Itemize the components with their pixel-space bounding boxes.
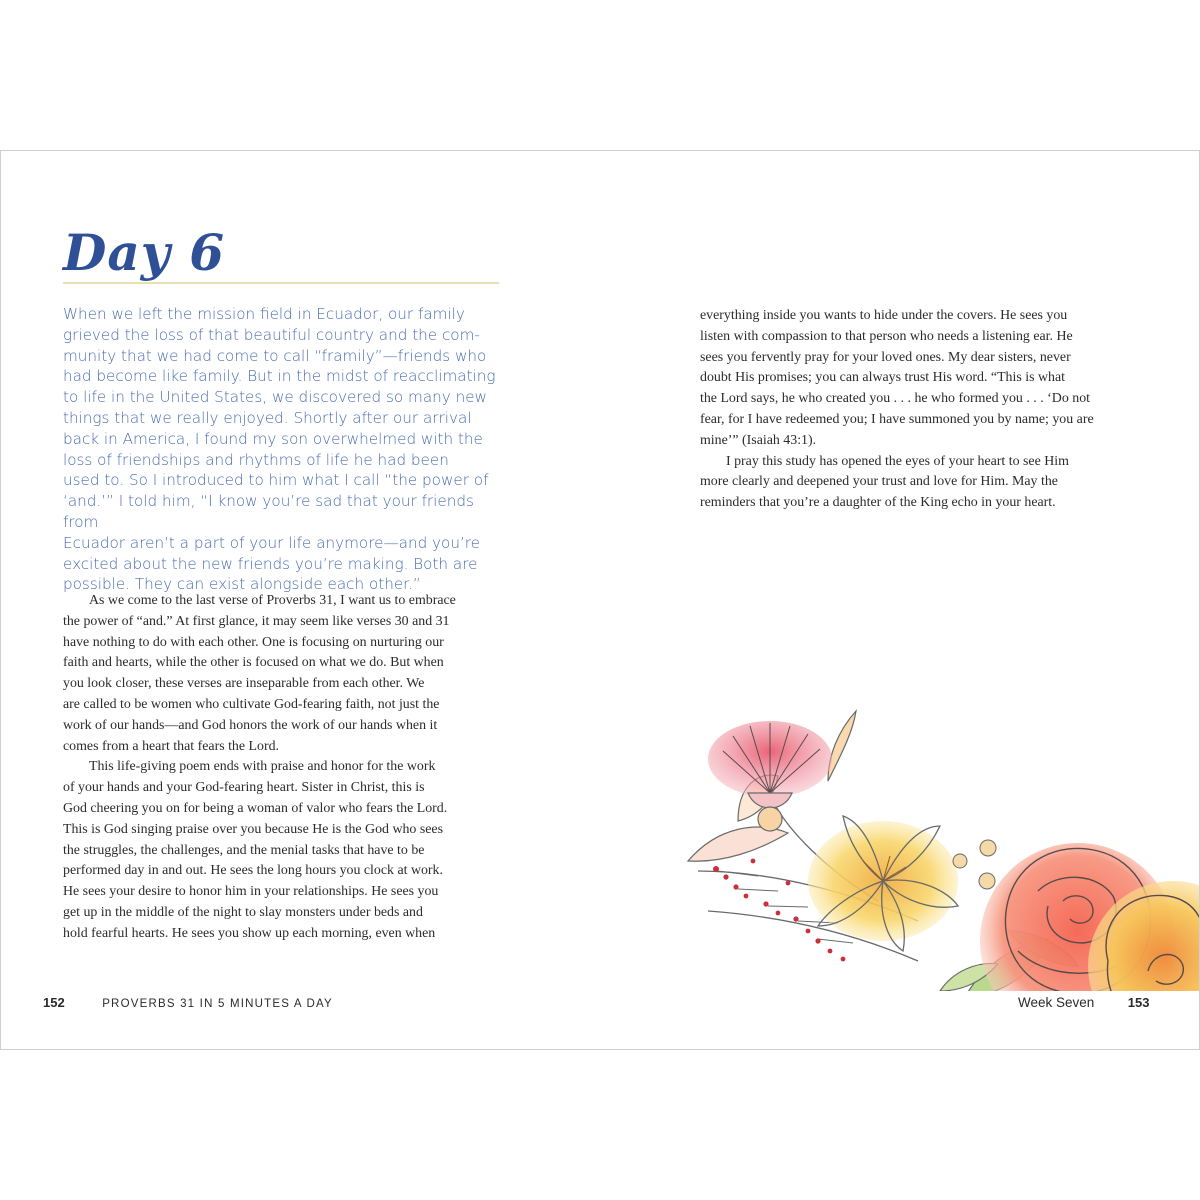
running-head-left: PROVERBS 31 IN 5 MINUTES A DAY <box>102 998 333 1010</box>
left-page <box>1 151 600 1049</box>
running-head-right: Week Seven <box>1018 995 1095 1010</box>
left-footer <box>43 995 333 1010</box>
book-spread <box>0 150 1200 1050</box>
floral-illustration <box>678 571 1199 991</box>
body-paragraph: This life-giving poem ends with praise and honor for the work of your hands and your God-fearing heart. Sister in Christ, this is God cheering you on for being a woman of valor who fears the Lord. This is God singing praise over you because He is the God who sees the struggles, the challenges, and the menial tasks that have to be performed day in and out. He sees the long hours you clock at work. He sees your desire to honor him in your relationships. He sees you get up in the middle of the night to slay monsters under beds and hold fearful hearts. He sees you show up each morning, even when <box>63 759 448 941</box>
intro-paragraph: When we left the mission field in Ecuador, our family grieved the loss of that beautiful country and the com- munity that we had come to call “framily”—friends who had become like family. But in the midst of reacclimating to life in the United States, we discovered so many new things that we really enjoyed. Shortly after our arrival back in America, I found my son overwhelmed with the loss of friendships and rhythms of life he had been used to. So I introduced to him what I call “the power of ‘and.’” I told him, “I know you’re sad that your friends from Ecuador aren’t a part of your life anymore—and you’re excited about the new friends you’re making. Both are possible. They can exist alongside each other.” <box>63 305 496 594</box>
body-paragraph: I pray this study has opened the eyes of your heart to see Him more clearly and deepened your trust and love for Him. May the reminders that you’re a daughter of the King echo in your heart. <box>700 453 1069 511</box>
title-rule <box>63 282 499 284</box>
day-title: Day 6 <box>63 223 226 282</box>
right-body-text <box>700 306 1140 514</box>
right-page <box>600 151 1199 1049</box>
left-body-text <box>63 591 503 945</box>
small-blossoms <box>953 840 996 889</box>
thistle-flower <box>708 721 832 831</box>
page-number-right: 153 <box>1127 995 1150 1010</box>
page-number-left: 152 <box>43 995 65 1010</box>
body-paragraph: As we come to the last verse of Proverbs 31, I want us to embrace the power of “and.” At first glance, it may seem like verses 30 and 31 have nothing to do with each other. One is focusing on nurturing our faith and hearts, while the other is focused on what we do. But when you look closer, these verses are inseparable from each other. We are called to be women who cultivate God-fearing faith, not just the work of our hands—and God honors the work of our hands when it comes from a heart that fears the Lord. <box>63 593 456 754</box>
body-paragraph: everything inside you wants to hide under the covers. He sees you listen with compassion to that person who needs a listening ear. He sees you fervently pray for your loved ones. My dear sisters, never doubt His promises; you can always trust His word. “This is what the Lord says, he who created you . . . he who formed you . . . ‘Do not fear, for I have redeemed you; I have summoned you by name; you are mine’” (Isaiah 43:1). <box>700 308 1094 448</box>
right-footer <box>1018 995 1149 1010</box>
